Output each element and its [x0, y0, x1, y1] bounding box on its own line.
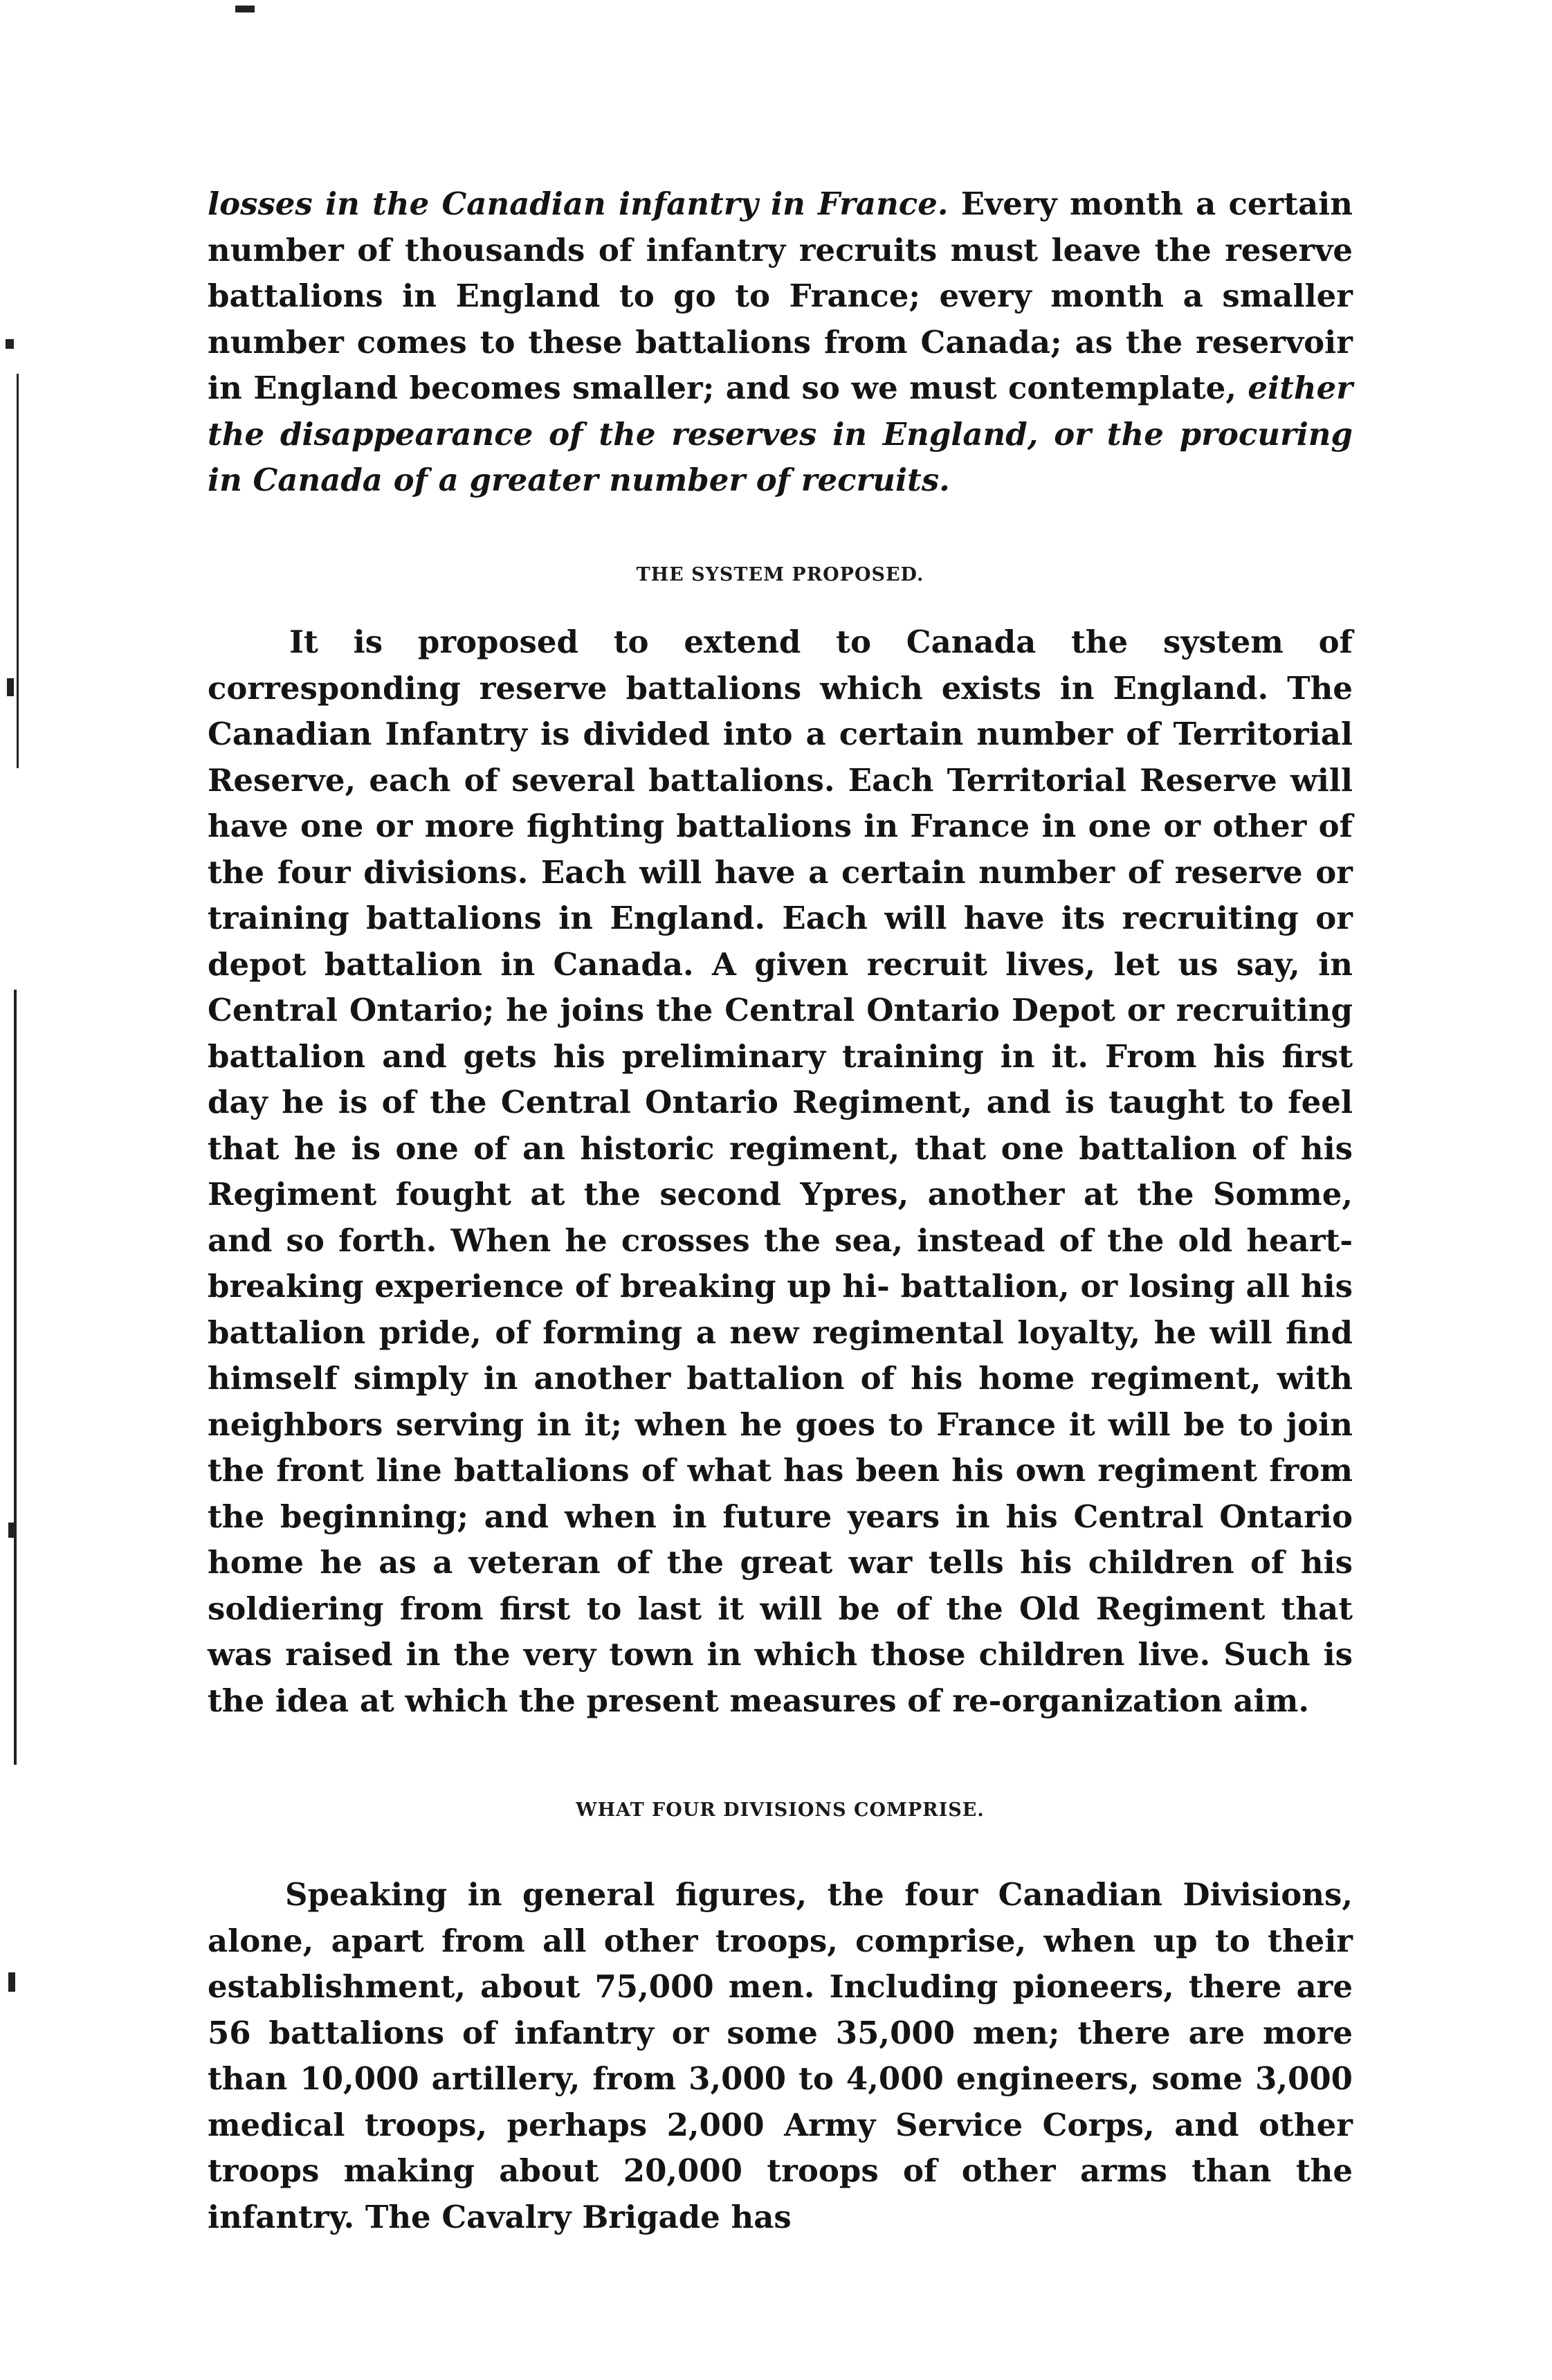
paragraph-losses	[208, 181, 1353, 504]
margin-mark	[8, 1523, 14, 1538]
section-heading-four-divisions: WHAT FOUR DIVISIONS COMPRISE.	[576, 1799, 985, 1821]
margin-mark	[6, 339, 14, 349]
paragraph-body: Every month a certain number of thousands of infantry recruits must leave the reserve battalions in England to go to France; every month a smaller number comes to these battalions from Canada; as the reservoir in England becomes smaller; and so we must contemplate,	[208, 185, 1353, 406]
paragraph-four-divisions: Speaking in general figures, the four Canadian Divisions, alone, apart from all other troops, comprise, when up to their establishment, about 75,000 men. Including pioneers, there are 56 battalions of infantry or some 35,000 men; there are more than 10,000 artillery, from 3,000 to 4,000 engineers, some 3,000 medical troops, perhaps 2,000 Army Service Corps, and other troops making about 20,000 troops of other arms than the infantry. The Cavalry Brigade has	[208, 1876, 1353, 2235]
margin-line	[14, 990, 17, 1765]
paragraph-system-proposed: It is proposed to extend to Canada the system of corresponding reserve battalions which exists in England. The Canadian Infantry is divided into a certain number of Territorial Reserve, each of several battalions. Each Territorial Reserve will have one or more fighting battalions in France in one or other of the four divisions. Each will have a certain number of reserve or training battalions in England. Each will have its recruiting or depot battalion in Canada. A given recruit lives, let us say, in Central Ontario; he joins the Central Ontario Depot or recruiting battalion and gets his preliminary training in it. From his first day he is of the Central Ontario Regiment, and is taught to feel that he is one of an historic regiment, that one battalion of his Regiment fought at the second Ypres, another at the Somme, and so forth. When he crosses the sea, instead of the old heart-breaking experience of breaking up hi- battalion, or losing all his battalion pride, of forming a new regimental loyalty, he will find himself simply in another battalion of his home regiment, with neighbors serving in it; when he goes to France it will be to join the front line battalions of what has been his own regiment from the beginning; and when in future years in his Central Ontario home he as a veteran of the great war tells his children of his soldiering from first to last it will be of the Old Regiment that was raised in the very town in which those children live. Such is the idea at which the present measures of re-organization aim.	[208, 624, 1353, 1719]
scan-mark	[235, 6, 255, 12]
margin-line	[17, 374, 19, 768]
italic-conclusion: either the disappearance of the reserves in England, or the procuring in Canada of a greater number of recruits.	[208, 370, 1353, 498]
margin-mark	[8, 1972, 15, 1992]
section-heading-system-proposed: THE SYSTEM PROPOSED.	[636, 564, 924, 585]
margin-mark	[7, 678, 14, 696]
italic-lead: losses in the Canadian infantry in France.	[208, 185, 949, 222]
